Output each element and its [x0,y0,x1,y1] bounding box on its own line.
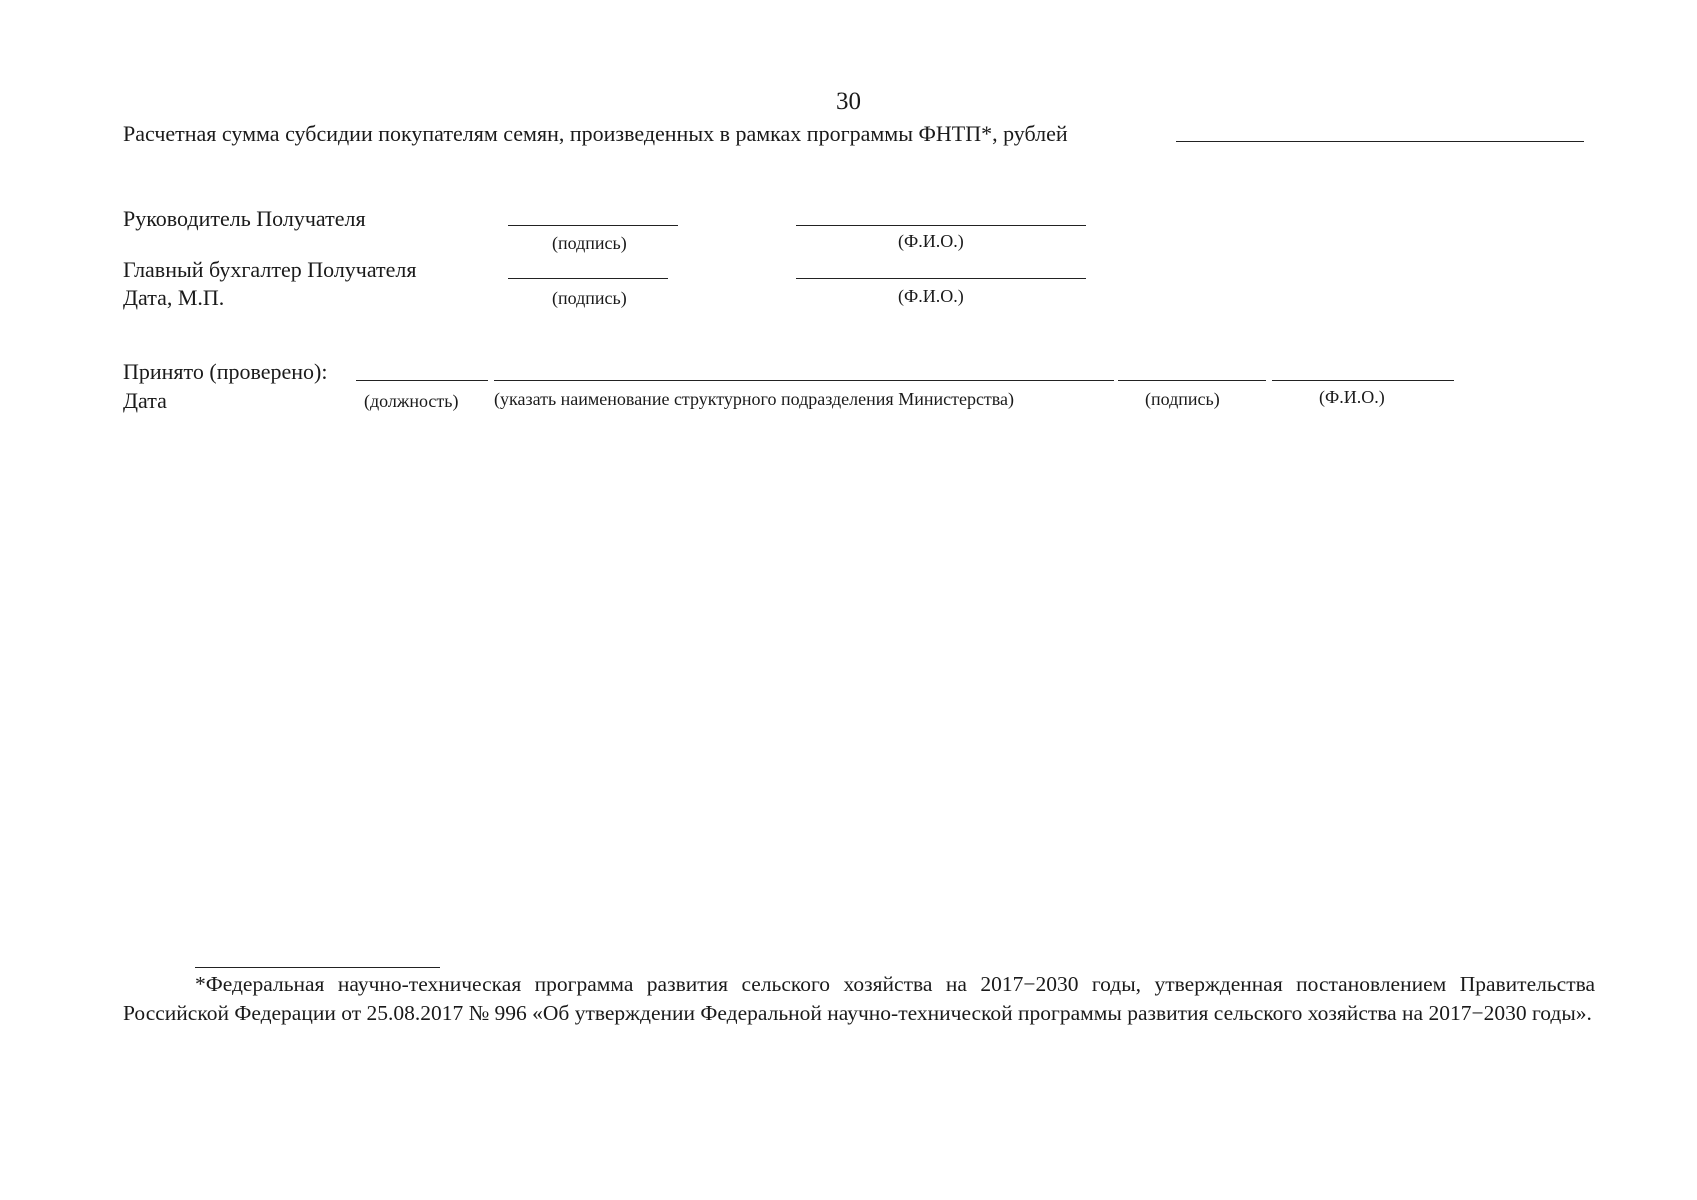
acceptance-position-field[interactable] [356,380,488,381]
head-signature-field[interactable] [508,225,678,226]
accountant-signature-field[interactable] [508,278,668,279]
acceptance-fio-field[interactable] [1272,380,1454,381]
accountant-fio-field[interactable] [796,278,1086,279]
accountant-fio-caption: (Ф.И.О.) [898,286,964,306]
footnote-separator [195,967,440,968]
subsidy-amount-field[interactable] [1176,141,1584,142]
date-stamp-label: Дата, М.П. [123,285,225,310]
acceptance-fio-caption: (Ф.И.О.) [1319,387,1385,407]
acceptance-date-label: Дата [123,388,167,413]
page-number: 30 [836,88,861,115]
head-label: Руководитель Получателя [123,206,366,231]
acceptance-signature-field[interactable] [1118,380,1266,381]
department-caption: (указать наименование структурного подразделения Министерства) [494,389,1015,409]
head-signature-caption: (подпись) [552,233,627,253]
subsidy-amount-label: Расчетная сумма субсидии покупателям семян, произведенных в рамках программы ФНТП*, рублей [123,121,1068,146]
position-caption: (должность) [364,391,459,411]
acceptance-label: Принято (проверено): [123,359,328,384]
head-fio-field[interactable] [796,225,1086,226]
accountant-signature-caption: (подпись) [552,288,627,308]
head-fio-caption: (Ф.И.О.) [898,231,964,251]
footnote-text: *Федеральная научно-техническая программа развития сельского хозяйства на 2017−2030 годы, утвержденная постановлением Правительства Российской Федерации от 25.08.2017 № 996 «Об утверждении Федеральной научно-технической программы развития сельского хозяйства на 2017−2030 годы». [123,972,1595,1025]
acceptance-signature-caption: (подпись) [1145,389,1220,409]
acceptance-department-field[interactable] [494,380,1114,381]
chief-accountant-label: Главный бухгалтер Получателя [123,257,417,282]
